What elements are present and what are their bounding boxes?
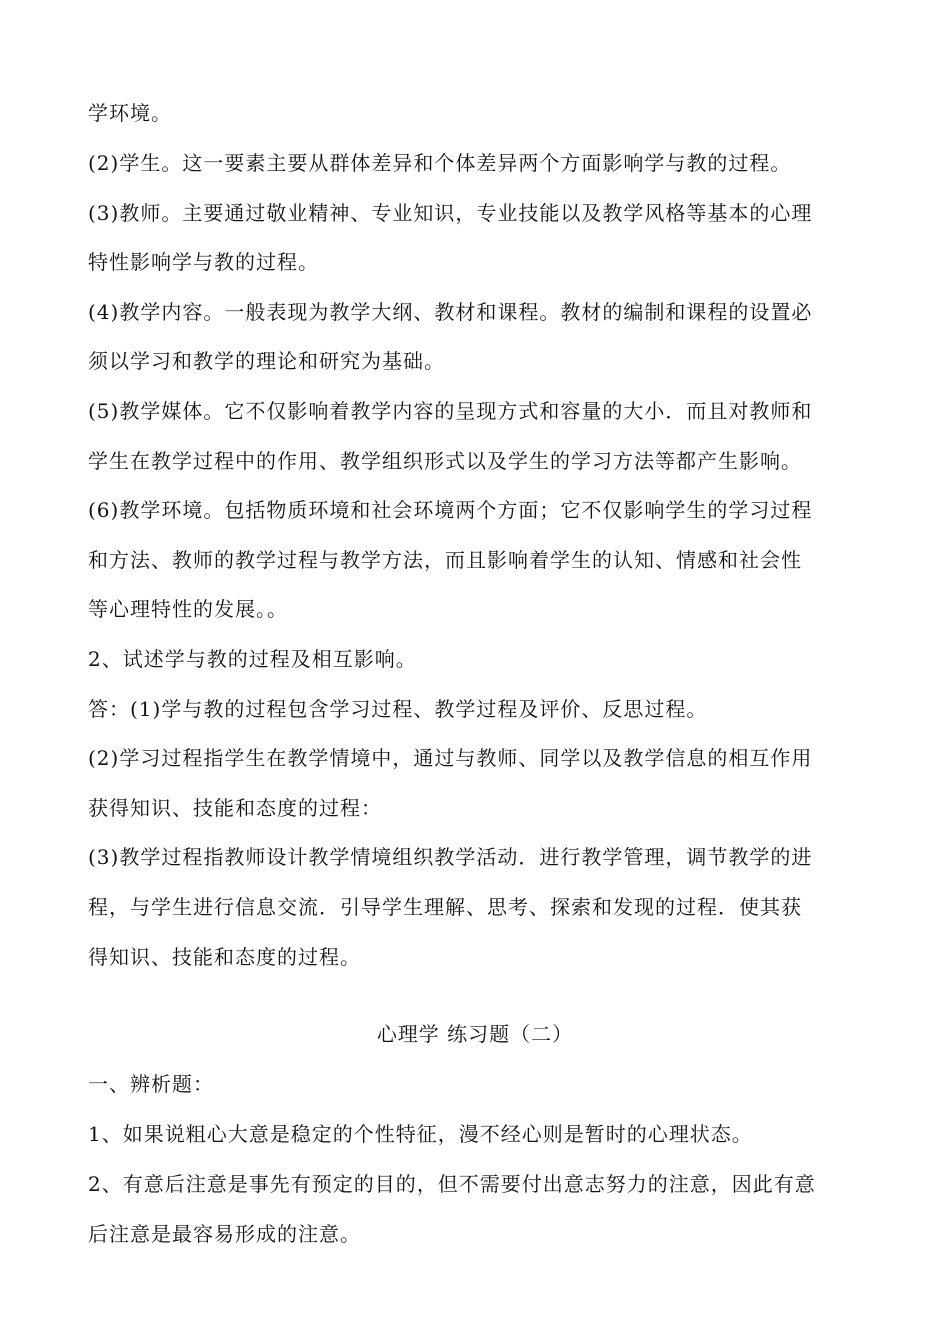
paragraph-line: 获得知识、技能和态度的过程： — [88, 796, 382, 820]
section-title: 心理学 练习题（二） — [376, 1022, 574, 1046]
paragraph-line: 等心理特性的发展。。 — [88, 597, 288, 621]
paragraph-line: (5)教学媒体。它不仅影响着教学内容的呈现方式和容量的大小．而且对教师和 — [88, 399, 813, 423]
question-line: 1、如果说粗心大意是稳定的个性特征，漫不经心则是暂时的心理状态。 — [88, 1122, 753, 1146]
paragraph-line: 学生在教学过程中的作用、教学组织形式以及学生的学习方法等都产生影响。 — [88, 449, 802, 473]
question-heading: 2、试述学与教的过程及相互影响。 — [88, 647, 417, 671]
paragraph-line: (4)教学内容。一般表现为教学大纲、教材和课程。教材的编制和课程的设置必 — [88, 300, 813, 324]
paragraph-line: (3)教学过程指教师设计教学情境组织教学活动．进行教学管理，调节教学的进 — [88, 845, 813, 869]
paragraph-line: 和方法、教师的教学过程与教学方法，而且影响着学生的认知、情感和社会性 — [88, 548, 802, 572]
paragraph-line: (3)教师。主要通过敬业精神、专业知识，专业技能以及教学风格等基本的心理 — [88, 201, 813, 225]
paragraph-line: 特性影响学与教的过程。 — [88, 250, 319, 274]
answer-line: 答：(1)学与教的过程包含学习过程、教学过程及评价、反思过程。 — [88, 697, 708, 721]
paragraph-line: 程，与学生进行信息交流．引导学生理解、思考、探索和发现的过程．使其获 — [88, 895, 802, 919]
paragraph-line: (2)学生。这一要素主要从群体差异和个体差异两个方面影响学与教的过程。 — [88, 151, 792, 175]
paragraph-line: 得知识、技能和态度的过程。 — [88, 945, 361, 969]
question-line: 后注意是最容易形成的注意。 — [88, 1222, 361, 1246]
question-line: 2、有意后注意是事先有预定的目的，但不需要付出意志努力的注意，因此有意 — [88, 1172, 816, 1196]
paragraph-line: 须以学习和教学的理论和研究为基础。 — [88, 349, 445, 373]
paragraph-line: (2)学习过程指学生在教学情境中，通过与教师、同学以及教学信息的相互作用 — [88, 746, 813, 770]
paragraph-line: (6)教学环境。包括物质环境和社会环境两个方面；它不仅影响学生的学习过程 — [88, 498, 813, 522]
paragraph-line: 学环境。 — [88, 101, 172, 125]
section-heading: 一、辨析题： — [88, 1072, 214, 1096]
